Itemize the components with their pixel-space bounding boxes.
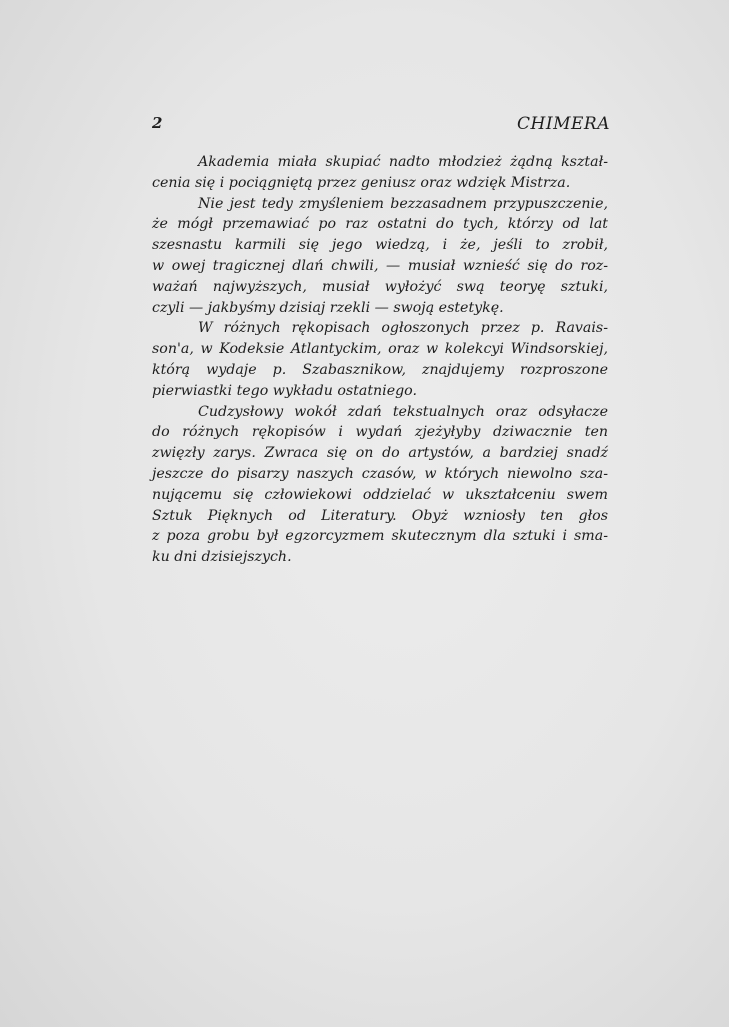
text-line: Sztuk Pięknych od Literatury. Obyż wzniosły ten głos — [152, 507, 608, 524]
text-line: Akademia miała skupiać nadto młodzież żądną kształ- — [198, 154, 608, 170]
text-line: Nie jest tedy zmyśleniem bezzasadnem przypuszczenie, — [198, 195, 608, 212]
text-line: son'a, w Kodeksie Atlantyckim, oraz w kolekcyi Windsorskiej, — [152, 341, 608, 358]
text-line: czyli — jakbyśmy dzisiaj rzekli — swoją estetykę. — [152, 299, 504, 316]
text-line: W różnych rękopisach ogłoszonych przez p. Ravais- — [198, 320, 608, 337]
text-line: ważań najwyższych, musiał wyłożyć swą teoryę sztuki, — [152, 278, 608, 295]
text-line: ku dni dzisiejszych. — [152, 549, 292, 566]
body-text — [152, 152, 608, 568]
text-line: nującemu się człowiekowi oddzielać w ukształceniu swem — [152, 486, 608, 503]
running-title: CHIMERA — [517, 114, 610, 134]
text-line: jeszcze do pisarzy naszych czasów, w których niewolno sza- — [152, 465, 608, 482]
text-line: że mógł przemawiać po raz ostatni do tych, którzy od lat — [152, 216, 608, 233]
text-line: którą wydaje p. Szabasznikow, znajdujemy rozproszone — [152, 361, 608, 378]
running-header — [152, 114, 610, 136]
text-line: pierwiastki tego wykładu ostatniego. — [152, 382, 417, 399]
text-line: cenia się i pociągniętą przez geniusz oraz wdzięk Mistrza. — [152, 174, 571, 191]
text-line: Cudzysłowy wokół zdań tekstualnych oraz odsyłacze — [198, 403, 608, 420]
text-line: z poza grobu był egzorcyzmem skutecznym dla sztuki i sma- — [152, 528, 608, 545]
text-line: w owej tragicznej dlań chwili, — musiał wznieść się do roz- — [152, 257, 608, 274]
text-line: zwięzły zarys. Zwraca się on do artystów, a bardziej snadź — [152, 445, 608, 462]
text-line: szesnastu karmili się jego wiedzą, i że, jeśli to zrobił, — [152, 237, 608, 254]
text-line: do różnych rękopisów i wydań zjeżyłyby dziwacznie ten — [152, 424, 608, 441]
page-number: 2 — [152, 114, 163, 132]
